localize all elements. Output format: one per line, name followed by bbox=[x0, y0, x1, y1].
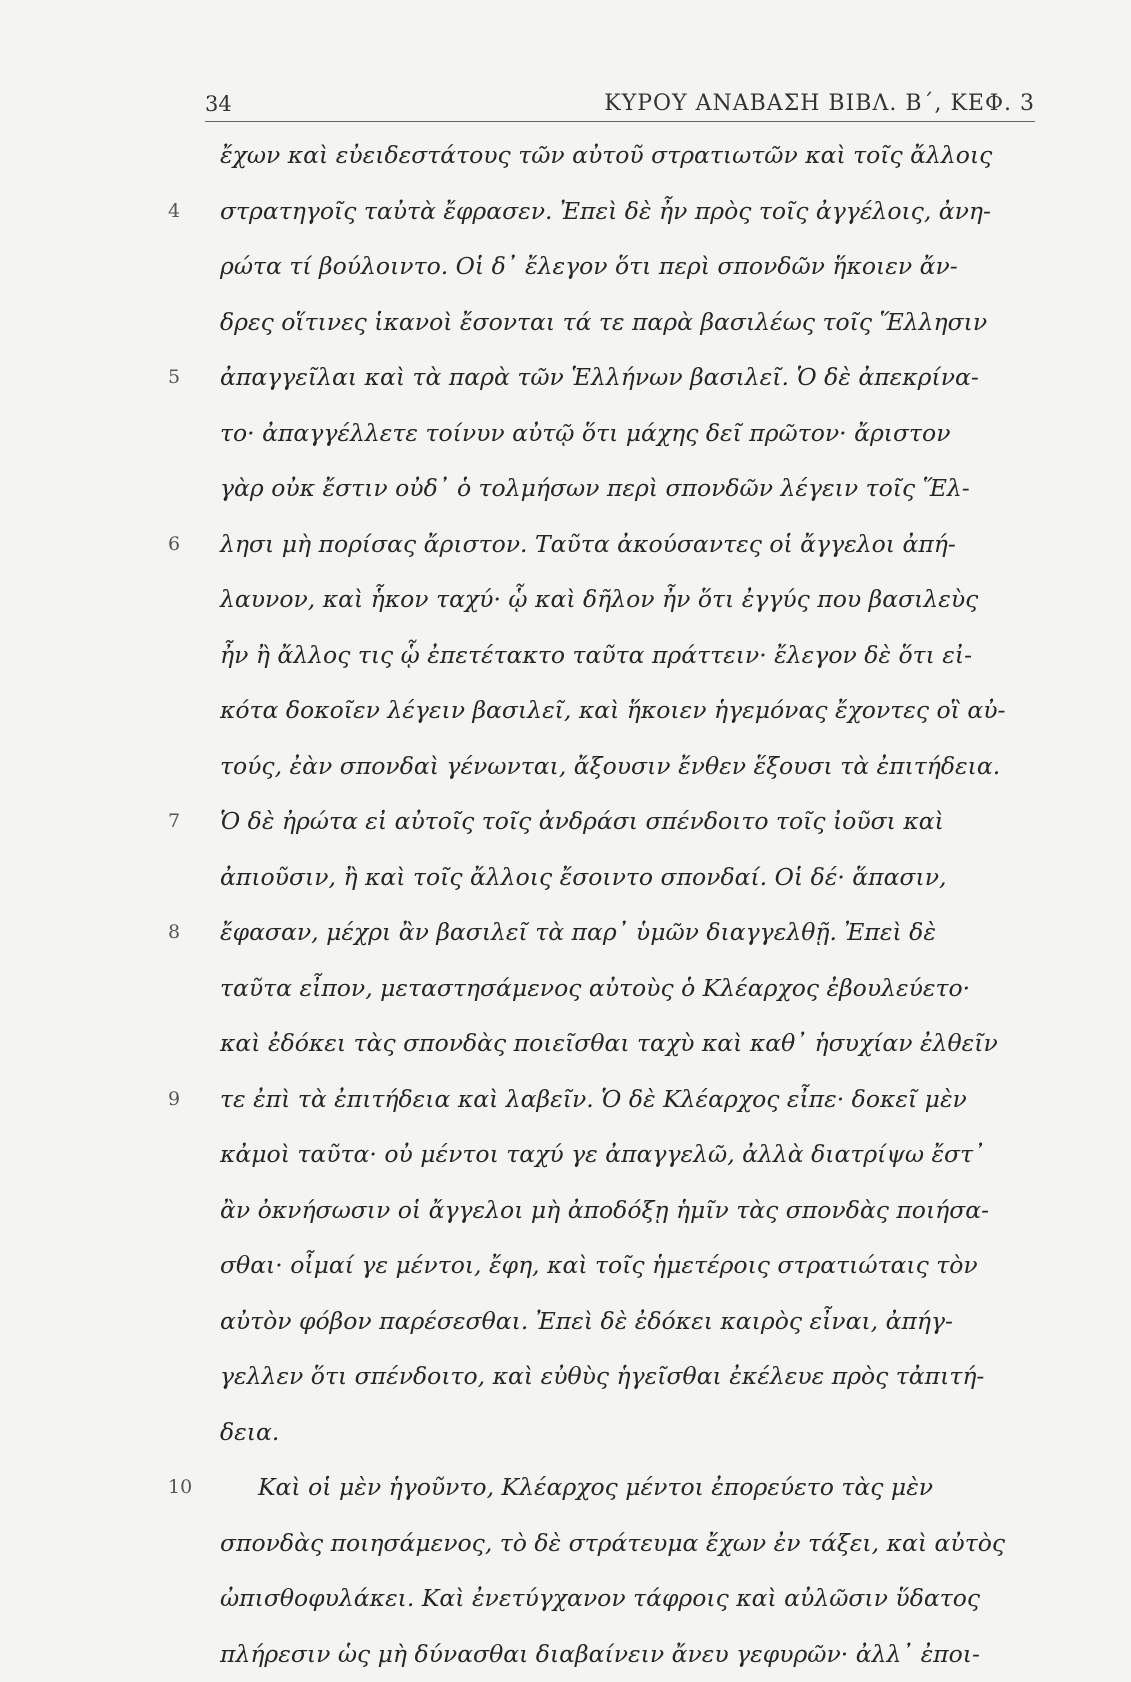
text-line bbox=[168, 128, 1068, 184]
line-text: αὐτὸν φόβον παρέσεσθαι. Ἐπεὶ δὲ ἐδόκει καιρὸς εἶναι, ἀπήγ- bbox=[220, 1294, 953, 1350]
text-line bbox=[168, 572, 1068, 628]
line-text: κότα δοκοῖεν λέγειν βασιλεῖ, καὶ ἥκοιεν ἡγεμόνας ἔχοντες οἳ αὐ- bbox=[220, 683, 1005, 739]
line-text: το· ἀπαγγέλλετε τοίνυν αὐτῷ ὅτι μάχης δεῖ πρῶτον· ἄριστον bbox=[220, 406, 950, 462]
line-text: ταῦτα εἶπον, μεταστησάμενος αὐτοὺς ὁ Κλέαρχος ἐβουλεύετο· bbox=[220, 961, 970, 1017]
line-text: κἀμοὶ ταῦτα· οὐ μέντοι ταχύ γε ἀπαγγελῶ, ἀλλὰ διατρίψω ἔστ᾽ bbox=[220, 1127, 985, 1183]
text-line bbox=[168, 628, 1068, 684]
text-line bbox=[168, 794, 1068, 850]
body-text bbox=[168, 128, 1068, 1682]
text-line bbox=[168, 184, 1068, 240]
text-line bbox=[168, 1016, 1068, 1072]
text-line bbox=[168, 1238, 1068, 1294]
text-line bbox=[168, 850, 1068, 906]
text-line bbox=[168, 905, 1068, 961]
line-text: Καὶ οἱ μὲν ἡγοῦντο, Κλέαρχος μέντοι ἐπορεύετο τὰς μὲν bbox=[258, 1460, 933, 1516]
text-line bbox=[168, 1349, 1068, 1405]
line-text: τούς, ἐὰν σπονδαὶ γένωνται, ἄξουσιν ἔνθεν ἕξουσι τὰ ἐπιτήδεια. bbox=[220, 739, 1000, 795]
line-text: λαυνον, καὶ ἧκον ταχύ· ᾧ καὶ δῆλον ἦν ὅτι ἐγγύς που βασιλεὺς bbox=[220, 572, 978, 628]
text-line bbox=[168, 406, 1068, 462]
line-text: καὶ ἐδόκει τὰς σπονδὰς ποιεῖσθαι ταχὺ καὶ καθ᾽ ἡσυχίαν ἐλθεῖν bbox=[220, 1016, 998, 1072]
text-line bbox=[168, 1072, 1068, 1128]
line-text: σπονδὰς ποιησάμενος, τὸ δὲ στράτευμα ἔχων ἐν τάξει, καὶ αὐτὸς bbox=[220, 1516, 1005, 1572]
text-line bbox=[168, 295, 1068, 351]
text-line bbox=[168, 1460, 1068, 1516]
line-text: δρες οἵτινες ἱκανοὶ ἔσονται τά τε παρὰ βασιλέως τοῖς Ἕλλησιν bbox=[220, 295, 987, 351]
text-line bbox=[168, 1127, 1068, 1183]
text-line bbox=[168, 683, 1068, 739]
text-line bbox=[168, 239, 1068, 295]
text-line bbox=[168, 517, 1068, 573]
text-line bbox=[168, 461, 1068, 517]
text-line bbox=[168, 1571, 1068, 1627]
text-line bbox=[168, 350, 1068, 406]
section-number: 4 bbox=[168, 184, 180, 240]
line-text: τε ἐπὶ τὰ ἐπιτήδεια καὶ λαβεῖν. Ὁ δὲ Κλέαρχος εἶπε· δοκεῖ μὲν bbox=[220, 1072, 967, 1128]
section-number: 9 bbox=[168, 1072, 180, 1128]
section-number: 8 bbox=[168, 905, 180, 961]
section-number: 10 bbox=[168, 1460, 192, 1516]
line-text: ἀπαγγεῖλαι καὶ τὰ παρὰ τῶν Ἑλλήνων βασιλεῖ. Ὁ δὲ ἀπεκρίνα- bbox=[220, 350, 979, 406]
text-line bbox=[168, 1294, 1068, 1350]
line-text: δεια. bbox=[220, 1405, 279, 1461]
header-rule bbox=[205, 121, 1035, 122]
line-text: γὰρ οὐκ ἔστιν οὐδ᾽ ὁ τολμήσων περὶ σπονδῶν λέγειν τοῖς Ἕλ- bbox=[220, 461, 970, 517]
line-text: σθαι· οἶμαί γε μέντοι, ἔφη, καὶ τοῖς ἡμετέροις στρατιώταις τὸν bbox=[220, 1238, 978, 1294]
line-text: πλήρεσιν ὡς μὴ δύνασθαι διαβαίνειν ἄνευ γεφυρῶν· ἀλλ᾽ ἐποι- bbox=[220, 1627, 980, 1682]
section-number: 5 bbox=[168, 350, 180, 406]
text-line bbox=[168, 739, 1068, 795]
line-text: λησι μὴ πορίσας ἄριστον. Ταῦτα ἀκούσαντες οἱ ἄγγελοι ἀπή- bbox=[220, 517, 956, 573]
running-head: ΚΥΡΟΥ ΑΝΑΒΑΣΗ ΒΙΒΛ. Β΄, ΚΕΦ. 3 bbox=[604, 91, 1035, 116]
text-line bbox=[168, 961, 1068, 1017]
text-line bbox=[168, 1183, 1068, 1239]
line-text: ἂν ὀκνήσωσιν οἱ ἄγγελοι μὴ ἀποδόξῃ ἡμῖν τὰς σπονδὰς ποιήσα- bbox=[220, 1183, 989, 1239]
line-text: ἦν ἢ ἄλλος τις ᾧ ἐπετέτακτο ταῦτα πράττειν· ἔλεγον δὲ ὅτι εἰ- bbox=[220, 628, 972, 684]
line-text: Ὁ δὲ ἠρώτα εἰ αὐτοῖς τοῖς ἀνδράσι σπένδοιτο τοῖς ἰοῦσι καὶ bbox=[220, 794, 944, 850]
line-text: γελλεν ὅτι σπένδοιτο, καὶ εὐθὺς ἡγεῖσθαι ἐκέλευε πρὸς τἀπιτή- bbox=[220, 1349, 984, 1405]
page-number: 34 bbox=[205, 92, 232, 116]
page-header bbox=[205, 70, 1035, 122]
line-text: ἔφασαν, μέχρι ἂν βασιλεῖ τὰ παρ᾽ ὑμῶν διαγγελθῇ. Ἐπεὶ δὲ bbox=[220, 905, 936, 961]
line-text: ἀπιοῦσιν, ἢ καὶ τοῖς ἄλλοις ἔσοιντο σπονδαί. Οἱ δέ· ἅπασιν, bbox=[220, 850, 946, 906]
section-number: 7 bbox=[168, 794, 180, 850]
line-text: ἔχων καὶ εὐειδεστάτους τῶν αὐτοῦ στρατιωτῶν καὶ τοῖς ἄλλοις bbox=[220, 128, 992, 184]
line-text: ρώτα τί βούλοιντο. Οἱ δ᾽ ἔλεγον ὅτι περὶ σπονδῶν ἥκοιεν ἄν- bbox=[220, 239, 958, 295]
section-number: 6 bbox=[168, 517, 180, 573]
line-text: στρατηγοῖς ταὐτὰ ἔφρασεν. Ἐπεὶ δὲ ἦν πρὸς τοῖς ἀγγέλοις, ἀνη- bbox=[220, 184, 991, 240]
text-line bbox=[168, 1627, 1068, 1682]
line-text: ὠπισθοφυλάκει. Καὶ ἐνετύγχανον τάφροις καὶ αὐλῶσιν ὕδατος bbox=[220, 1571, 980, 1627]
text-line bbox=[168, 1405, 1068, 1461]
text-line bbox=[168, 1516, 1068, 1572]
